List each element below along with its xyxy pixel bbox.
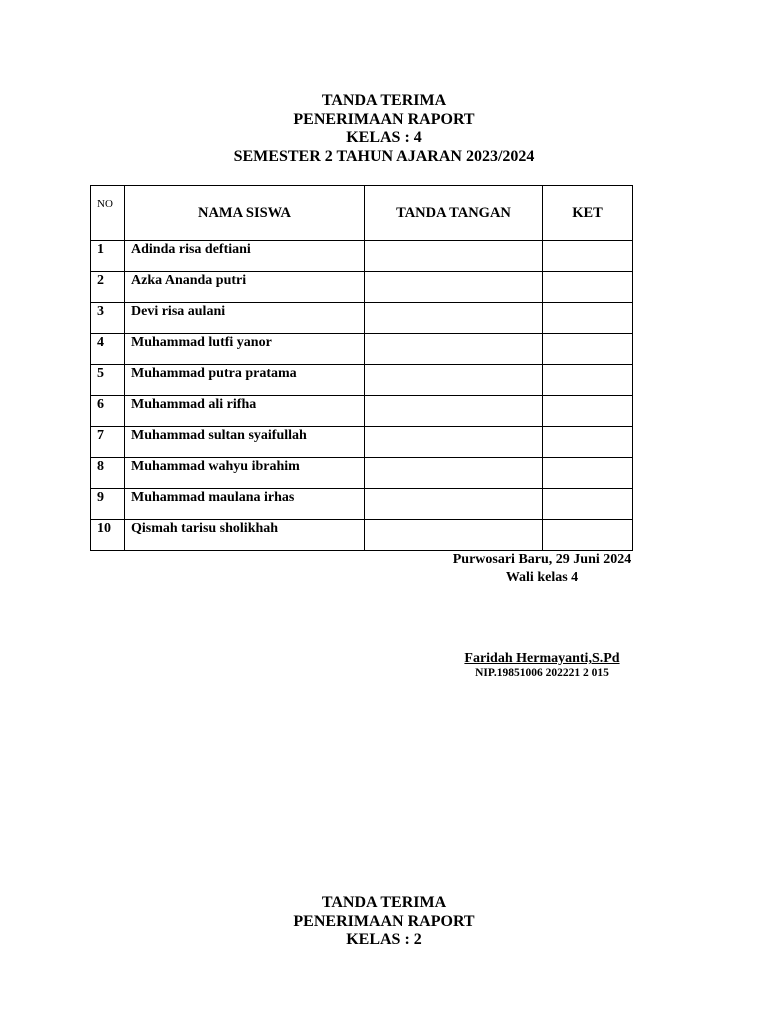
signature-cell bbox=[365, 241, 543, 272]
row-number: 10 bbox=[91, 520, 125, 551]
place-date: Purwosari Baru, 29 Juni 2024 bbox=[452, 552, 632, 567]
note-cell bbox=[543, 396, 633, 427]
signer-role: Wali kelas 4 bbox=[505, 570, 579, 585]
column-header-name: NAMA SISWA bbox=[125, 186, 365, 241]
table-header-row bbox=[91, 186, 633, 241]
next-page-header bbox=[0, 894, 768, 950]
signature-cell bbox=[365, 334, 543, 365]
table-row bbox=[91, 489, 633, 520]
header-subtitle: PENERIMAAN RAPORT bbox=[293, 912, 475, 930]
column-header-signature: TANDA TANGAN bbox=[365, 186, 543, 241]
signature-cell bbox=[365, 458, 543, 489]
note-cell bbox=[543, 272, 633, 303]
note-cell bbox=[543, 241, 633, 272]
table-row bbox=[91, 458, 633, 489]
table-row bbox=[91, 303, 633, 334]
note-cell bbox=[543, 303, 633, 334]
student-name: Muhammad lutfi yanor bbox=[125, 334, 365, 365]
signature-cell bbox=[365, 365, 543, 396]
row-number: 4 bbox=[91, 334, 125, 365]
student-name: Muhammad sultan syaifullah bbox=[125, 427, 365, 458]
table-row bbox=[91, 334, 633, 365]
table-row bbox=[91, 241, 633, 272]
signature-cell bbox=[365, 489, 543, 520]
row-number: 7 bbox=[91, 427, 125, 458]
row-number: 9 bbox=[91, 489, 125, 520]
table-row bbox=[91, 272, 633, 303]
table-row bbox=[91, 365, 633, 396]
header-semester: SEMESTER 2 TAHUN AJARAN 2023/2024 bbox=[233, 147, 535, 165]
table-row bbox=[91, 427, 633, 458]
header-class: KELAS : 2 bbox=[346, 931, 422, 948]
student-name: Devi risa aulani bbox=[125, 303, 365, 334]
student-name: Adinda risa deftiani bbox=[125, 241, 365, 272]
signature-cell bbox=[365, 520, 543, 551]
row-number: 8 bbox=[91, 458, 125, 489]
signature-cell bbox=[365, 396, 543, 427]
note-cell bbox=[543, 458, 633, 489]
table-row bbox=[91, 396, 633, 427]
student-name: Azka Ananda putri bbox=[125, 272, 365, 303]
note-cell bbox=[543, 427, 633, 458]
header-subtitle: PENERIMAAN RAPORT bbox=[293, 110, 475, 128]
signature-cell bbox=[365, 427, 543, 458]
row-number: 1 bbox=[91, 241, 125, 272]
row-number: 5 bbox=[91, 365, 125, 396]
column-header-no: NO bbox=[91, 186, 125, 241]
document-header bbox=[0, 92, 768, 166]
header-title: TANDA TERIMA bbox=[321, 894, 447, 911]
student-name: Muhammad wahyu ibrahim bbox=[125, 458, 365, 489]
column-header-note: KET bbox=[543, 186, 633, 241]
signature-cell bbox=[365, 272, 543, 303]
student-name: Qismah tarisu sholikhah bbox=[125, 520, 365, 551]
receipt-table bbox=[90, 185, 633, 551]
header-class: KELAS : 4 bbox=[346, 129, 422, 146]
row-number: 6 bbox=[91, 396, 125, 427]
student-name: Muhammad ali rifha bbox=[125, 396, 365, 427]
student-name: Muhammad maulana irhas bbox=[125, 489, 365, 520]
header-title: TANDA TERIMA bbox=[321, 92, 447, 109]
note-cell bbox=[543, 365, 633, 396]
note-cell bbox=[543, 334, 633, 365]
signer-nip: NIP.19851006 202221 2 015 bbox=[475, 667, 609, 679]
signer-name: Faridah Hermayanti,S.Pd bbox=[464, 651, 620, 666]
signature-cell bbox=[365, 303, 543, 334]
row-number: 2 bbox=[91, 272, 125, 303]
note-cell bbox=[543, 520, 633, 551]
table-row bbox=[91, 520, 633, 551]
note-cell bbox=[543, 489, 633, 520]
row-number: 3 bbox=[91, 303, 125, 334]
student-name: Muhammad putra pratama bbox=[125, 365, 365, 396]
